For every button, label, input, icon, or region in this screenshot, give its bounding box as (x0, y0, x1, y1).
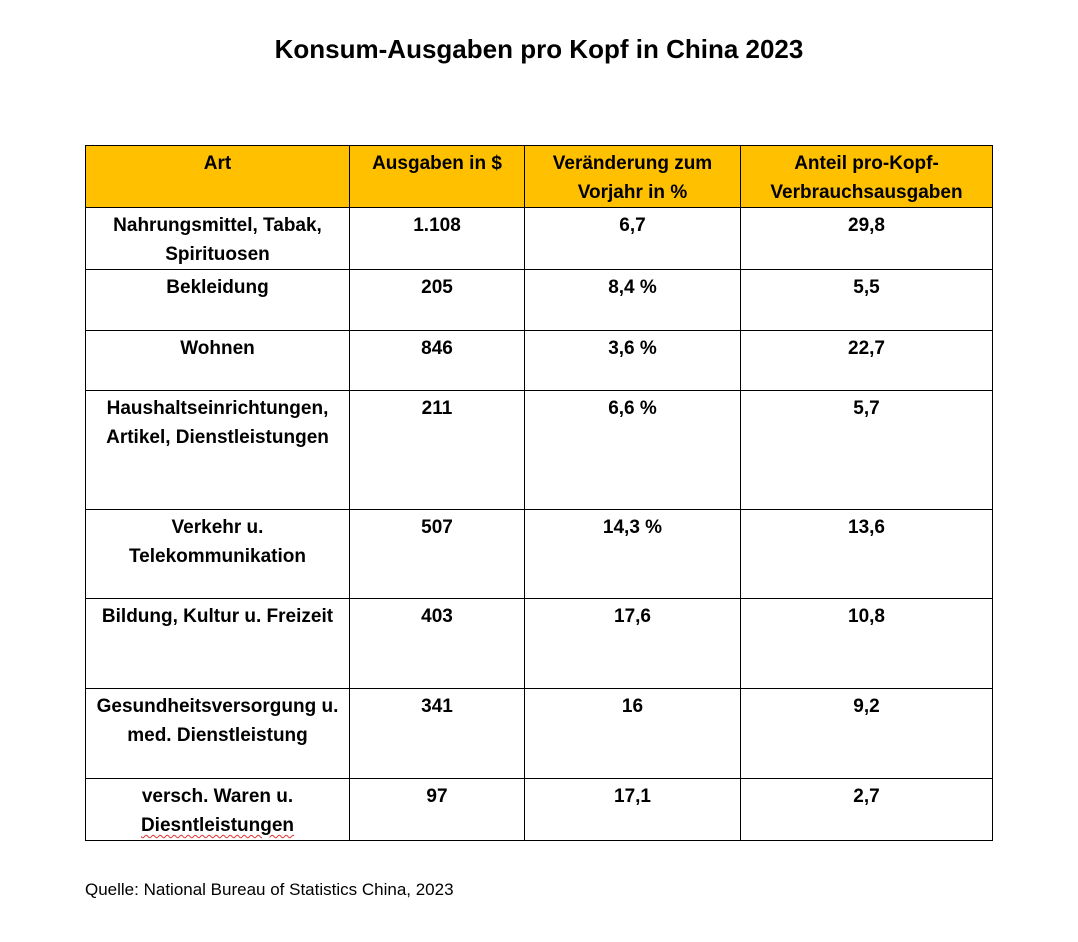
table-body (86, 208, 993, 841)
cell-ausgaben: 211 (350, 391, 525, 510)
cell-ausgaben: 97 (350, 779, 525, 841)
cell-anteil: 10,8 (741, 599, 993, 689)
header-ausgaben: Ausgaben in $ (350, 146, 525, 208)
cell-anteil: 29,8 (741, 208, 993, 270)
cell-art-line1: versch. Waren u. (141, 786, 294, 807)
table-row (86, 208, 993, 270)
cell-ausgaben: 341 (350, 689, 525, 779)
cell-art: Haushaltseinrichtungen, Artikel, Dienstleistungen (86, 391, 350, 510)
cell-veraenderung: 6,6 % (525, 391, 741, 510)
cell-art-line2-misspelled: Diesntleistungen (140, 815, 295, 836)
cell-anteil: 22,7 (741, 331, 993, 391)
cell-ausgaben: 846 (350, 331, 525, 391)
header-art: Art (86, 146, 350, 208)
cell-ausgaben: 205 (350, 270, 525, 331)
cell-art: Bekleidung (86, 270, 350, 331)
cell-anteil: 5,5 (741, 270, 993, 331)
cell-veraenderung: 8,4 % (525, 270, 741, 331)
consumption-table (85, 145, 993, 841)
cell-veraenderung: 3,6 % (525, 331, 741, 391)
header-row (86, 146, 993, 208)
cell-veraenderung: 14,3 % (525, 510, 741, 599)
cell-anteil: 13,6 (741, 510, 993, 599)
cell-art: Wohnen (86, 331, 350, 391)
header-veraenderung: Veränderung zum Vorjahr in % (525, 146, 741, 208)
cell-ausgaben: 507 (350, 510, 525, 599)
table-header (86, 146, 993, 208)
cell-ausgaben: 1.108 (350, 208, 525, 270)
cell-anteil: 2,7 (741, 779, 993, 841)
cell-art: Bildung, Kultur u. Freizeit (86, 599, 350, 689)
cell-ausgaben: 403 (350, 599, 525, 689)
cell-veraenderung: 16 (525, 689, 741, 779)
cell-art: Gesundheitsversorgung u. med. Dienstleistung (86, 689, 350, 779)
table-row (86, 391, 993, 510)
table-row (86, 510, 993, 599)
cell-art (86, 779, 350, 841)
cell-anteil: 5,7 (741, 391, 993, 510)
cell-art: Verkehr u. Telekommunikation (86, 510, 350, 599)
cell-art: Nahrungsmittel, Tabak, Spirituosen (86, 208, 350, 270)
cell-veraenderung: 6,7 (525, 208, 741, 270)
cell-veraenderung: 17,1 (525, 779, 741, 841)
page-title: Konsum-Ausgaben pro Kopf in China 2023 (274, 34, 804, 64)
table-row (86, 689, 993, 779)
header-anteil: Anteil pro-Kopf-Verbrauchsausgaben (741, 146, 993, 208)
table-row (86, 599, 993, 689)
table-row (86, 270, 993, 331)
cell-veraenderung: 17,6 (525, 599, 741, 689)
table-row (86, 331, 993, 391)
cell-anteil: 9,2 (741, 689, 993, 779)
table-row (86, 779, 993, 841)
source-note: Quelle: National Bureau of Statistics China, 2023 (85, 880, 454, 899)
